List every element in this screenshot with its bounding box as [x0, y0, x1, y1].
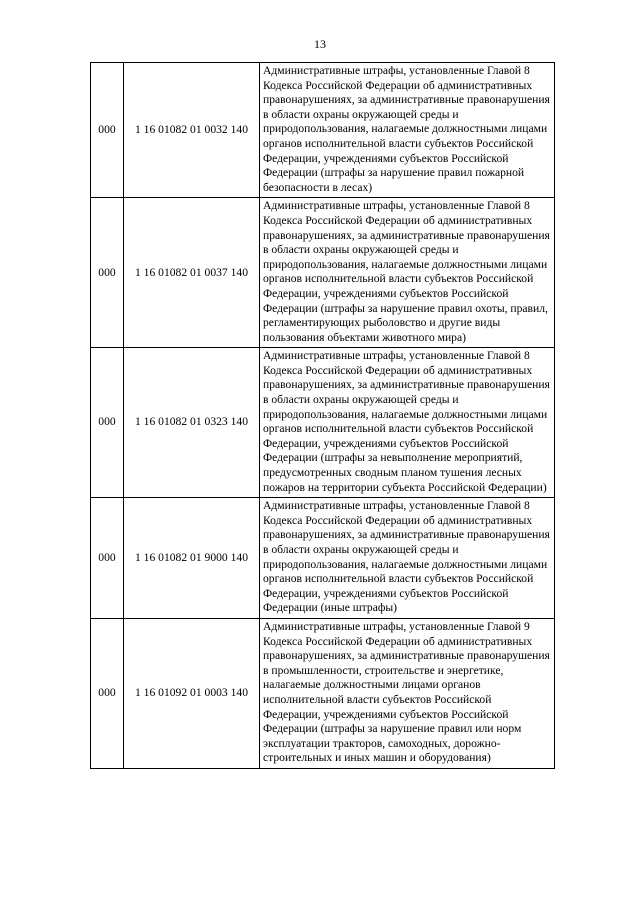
revenue-codes-table	[90, 62, 555, 769]
description-cell: Административные штрафы, установленные Главой 8 Кодекса Российской Федерации об административных правонарушениях, за административные правонарушения в области охраны окружающей среды и природопользования, налагаемые должностными лицами органов исполнительной власти субъектов Российской Федерации, учреждениями субъектов Российской Федерации (штрафы за нарушение правил охоты, правил, регламентирующих рыболовство и другие виды пользования объектами животного мира)	[260, 198, 555, 348]
admin-code-cell: 000	[91, 63, 124, 198]
description-cell: Административные штрафы, установленные Главой 9 Кодекса Российской Федерации об административных правонарушениях, за административные правонарушения в промышленности, строительстве и энергетике, налагаемые должностными лицами органов исполнительной власти субъектов Российской Федерации, учреждениями субъектов Российской Федерации (штрафы за нарушение правил или норм эксплуатации тракторов, самоходных, дорожно-строительных и иных машин и оборудования)	[260, 618, 555, 768]
table-row	[91, 498, 555, 619]
admin-code-cell: 000	[91, 618, 124, 768]
page-number: 13	[314, 37, 326, 51]
admin-code-cell: 000	[91, 198, 124, 348]
description-cell: Административные штрафы, установленные Главой 8 Кодекса Российской Федерации об административных правонарушениях, за административные правонарушения в области охраны окружающей среды и природопользования, налагаемые должностными лицами органов исполнительной власти субъектов Российской Федерации, учреждениями субъектов Российской Федерации (штрафы за невыполнение мероприятий, предусмотренных сводным планом тушения лесных пожаров на территории субъекта Российской Федерации)	[260, 348, 555, 498]
table-row	[91, 618, 555, 768]
kbk-code-cell: 1 16 01092 01 0003 140	[124, 618, 260, 768]
description-cell: Административные штрафы, установленные Главой 8 Кодекса Российской Федерации об административных правонарушениях, за административные правонарушения в области охраны окружающей среды и природопользования, налагаемые должностными лицами органов исполнительной власти субъектов Российской Федерации, учреждениями субъектов Российской Федерации (штрафы за нарушение правил пожарной безопасности в лесах)	[260, 63, 555, 198]
table-row	[91, 63, 555, 198]
kbk-code-cell: 1 16 01082 01 0323 140	[124, 348, 260, 498]
description-cell: Административные штрафы, установленные Главой 8 Кодекса Российской Федерации об административных правонарушениях, за административные правонарушения в области охраны окружающей среды и природопользования, налагаемые должностными лицами органов исполнительной власти субъектов Российской Федерации, учреждениями субъектов Российской Федерации (иные штрафы)	[260, 498, 555, 619]
admin-code-cell: 000	[91, 498, 124, 619]
admin-code-cell: 000	[91, 348, 124, 498]
kbk-code-cell: 1 16 01082 01 0037 140	[124, 198, 260, 348]
table-row	[91, 348, 555, 498]
kbk-code-cell: 1 16 01082 01 0032 140	[124, 63, 260, 198]
kbk-code-cell: 1 16 01082 01 9000 140	[124, 498, 260, 619]
table-row	[91, 198, 555, 348]
